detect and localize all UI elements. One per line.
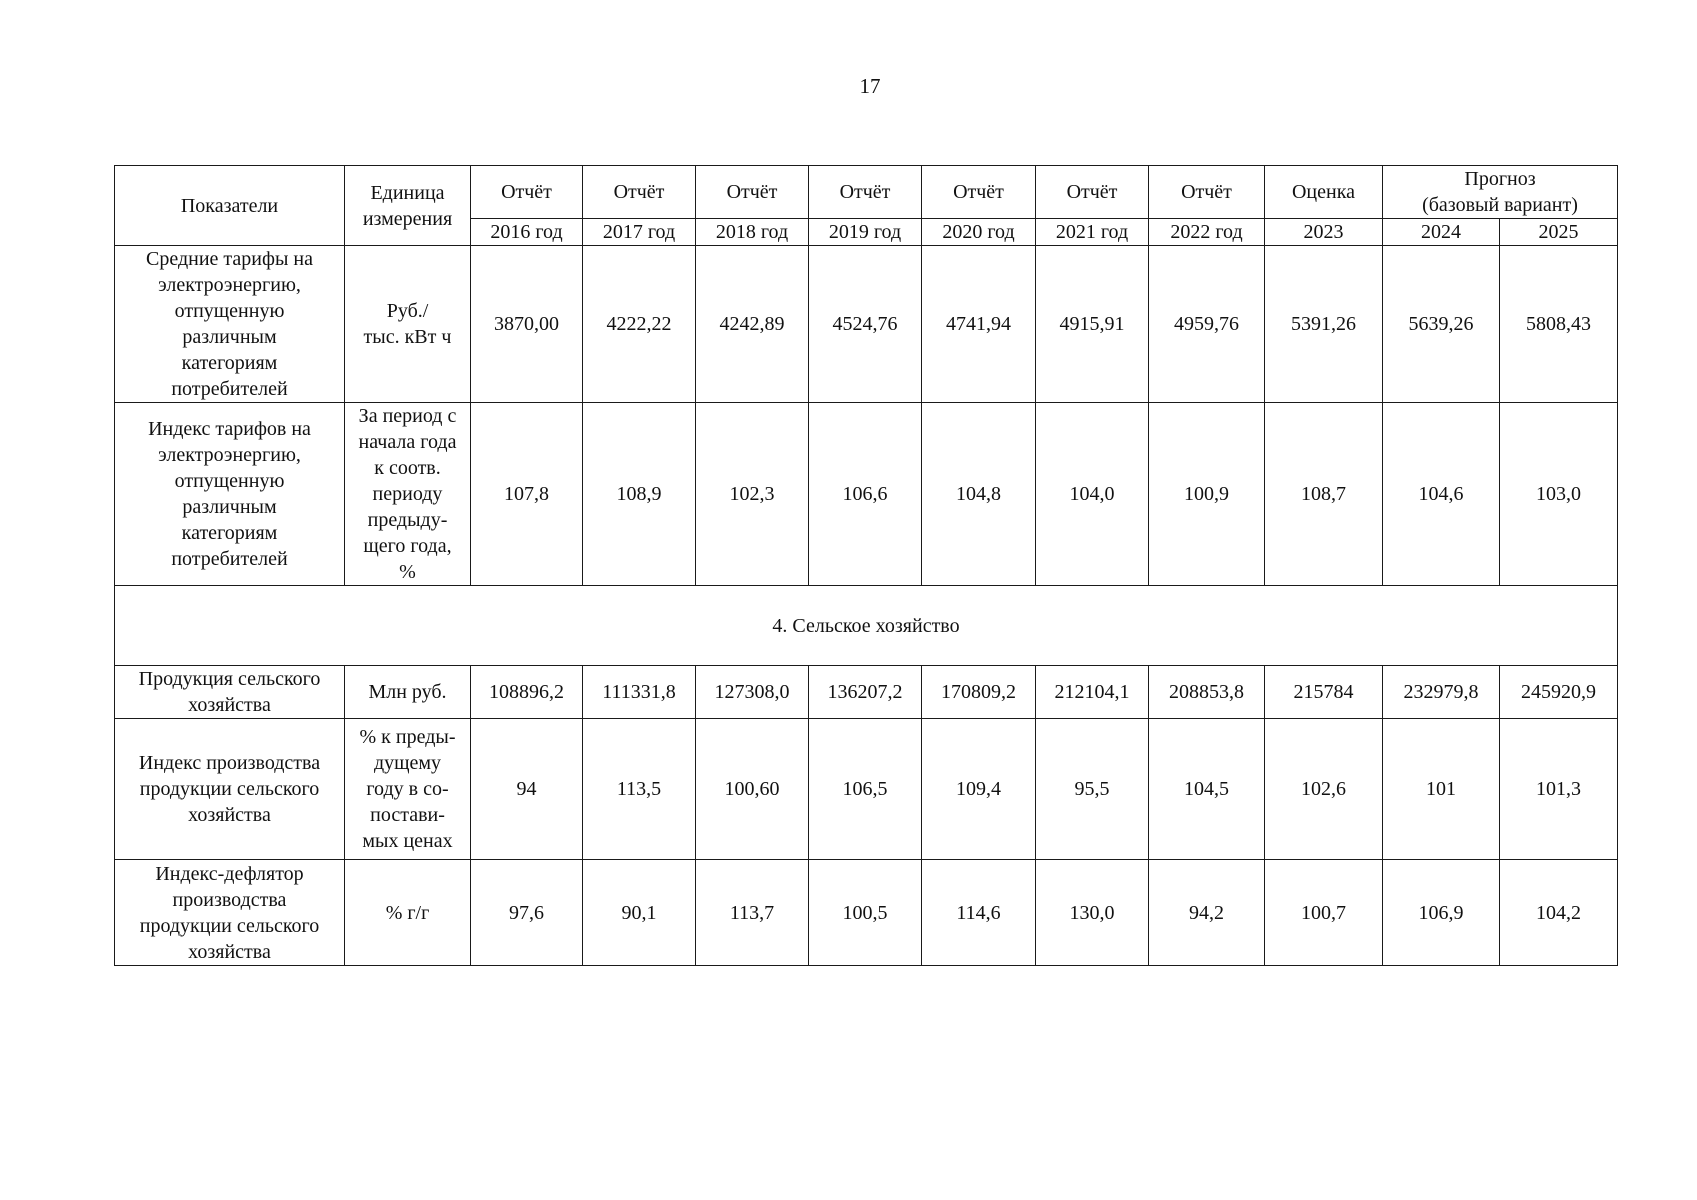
value-cell: 106,6: [809, 403, 922, 586]
value-cell: 5808,43: [1500, 246, 1618, 403]
header-col-type: Оценка: [1265, 166, 1383, 219]
header-col-type: Отчёт: [922, 166, 1036, 219]
header-col-year: 2018 год: [696, 219, 809, 246]
value-cell: 100,7: [1265, 860, 1383, 966]
value-cell: 208853,8: [1149, 666, 1265, 719]
header-col-year: 2017 год: [583, 219, 696, 246]
value-cell: 104,6: [1383, 403, 1500, 586]
header-col-year: 2016 год: [471, 219, 583, 246]
table-row: [115, 719, 1618, 860]
value-cell: 103,0: [1500, 403, 1618, 586]
table-body: [115, 166, 1618, 966]
unit-cell: Руб./ тыс. кВт ч: [345, 246, 471, 403]
table-row: [115, 860, 1618, 966]
value-cell: 212104,1: [1036, 666, 1149, 719]
value-cell: 104,5: [1149, 719, 1265, 860]
value-cell: 101: [1383, 719, 1500, 860]
value-cell: 130,0: [1036, 860, 1149, 966]
header-col-type: Отчёт: [809, 166, 922, 219]
value-cell: 109,4: [922, 719, 1036, 860]
indicator-name: Индекс-дефлятор производства продукции сельского хозяйства: [115, 860, 345, 966]
value-cell: 106,9: [1383, 860, 1500, 966]
table-row: [115, 246, 1618, 403]
value-cell: 97,6: [471, 860, 583, 966]
value-cell: 101,3: [1500, 719, 1618, 860]
value-cell: 102,6: [1265, 719, 1383, 860]
value-cell: 104,8: [922, 403, 1036, 586]
unit-cell: Млн руб.: [345, 666, 471, 719]
header-row-top: [115, 166, 1618, 219]
indicator-name: Продукция сельского хозяйства: [115, 666, 345, 719]
unit-cell: За период с начала года к соотв. периоду предыду- щего года, %: [345, 403, 471, 586]
value-cell: 104,2: [1500, 860, 1618, 966]
header-col-type: Отчёт: [1036, 166, 1149, 219]
header-col-type: Отчёт: [1149, 166, 1265, 219]
header-col-year: 2021 год: [1036, 219, 1149, 246]
value-cell: 5391,26: [1265, 246, 1383, 403]
value-cell: 127308,0: [696, 666, 809, 719]
value-cell: 136207,2: [809, 666, 922, 719]
header-col-year: 2019 год: [809, 219, 922, 246]
header-col-year: 2023: [1265, 219, 1383, 246]
indicator-name: Средние тарифы на электроэнергию, отпущенную различным категориям потребителей: [115, 246, 345, 403]
header-col-year: 2022 год: [1149, 219, 1265, 246]
value-cell: 4741,94: [922, 246, 1036, 403]
value-cell: 94: [471, 719, 583, 860]
indicator-name: Индекс производства продукции сельского хозяйства: [115, 719, 345, 860]
value-cell: 113,5: [583, 719, 696, 860]
header-forecast-year: 2025: [1500, 219, 1618, 246]
value-cell: 111331,8: [583, 666, 696, 719]
value-cell: 108,9: [583, 403, 696, 586]
value-cell: 170809,2: [922, 666, 1036, 719]
section-title: 4. Сельское хозяйство: [115, 586, 1618, 666]
value-cell: 4222,22: [583, 246, 696, 403]
value-cell: 4915,91: [1036, 246, 1149, 403]
value-cell: 95,5: [1036, 719, 1149, 860]
header-unit: Единица измерения: [345, 166, 471, 246]
value-cell: 100,60: [696, 719, 809, 860]
header-col-type: Отчёт: [696, 166, 809, 219]
value-cell: 4959,76: [1149, 246, 1265, 403]
value-cell: 232979,8: [1383, 666, 1500, 719]
value-cell: 113,7: [696, 860, 809, 966]
table-row: [115, 403, 1618, 586]
section-row: [115, 586, 1618, 666]
value-cell: 106,5: [809, 719, 922, 860]
value-cell: 94,2: [1149, 860, 1265, 966]
header-col-type: Отчёт: [583, 166, 696, 219]
value-cell: 108,7: [1265, 403, 1383, 586]
value-cell: 114,6: [922, 860, 1036, 966]
value-cell: 5639,26: [1383, 246, 1500, 403]
value-cell: 102,3: [696, 403, 809, 586]
value-cell: 245920,9: [1500, 666, 1618, 719]
value-cell: 104,0: [1036, 403, 1149, 586]
value-cell: 108896,2: [471, 666, 583, 719]
header-indicator: Показатели: [115, 166, 345, 246]
indicator-name: Индекс тарифов на электроэнергию, отпущенную различным категориям потребителей: [115, 403, 345, 586]
header-col-type: Отчёт: [471, 166, 583, 219]
value-cell: 4524,76: [809, 246, 922, 403]
unit-cell: % к преды- дущему году в со- постави- мых ценах: [345, 719, 471, 860]
value-cell: 90,1: [583, 860, 696, 966]
value-cell: 100,9: [1149, 403, 1265, 586]
header-forecast: Прогноз (базовый вариант): [1383, 166, 1618, 219]
value-cell: 4242,89: [696, 246, 809, 403]
value-cell: 3870,00: [471, 246, 583, 403]
indicators-table: [114, 165, 1618, 966]
value-cell: 215784: [1265, 666, 1383, 719]
unit-cell: % г/г: [345, 860, 471, 966]
header-forecast-year: 2024: [1383, 219, 1500, 246]
page-number: 17: [859, 74, 881, 98]
value-cell: 107,8: [471, 403, 583, 586]
value-cell: 100,5: [809, 860, 922, 966]
header-col-year: 2020 год: [922, 219, 1036, 246]
table-row: [115, 666, 1618, 719]
